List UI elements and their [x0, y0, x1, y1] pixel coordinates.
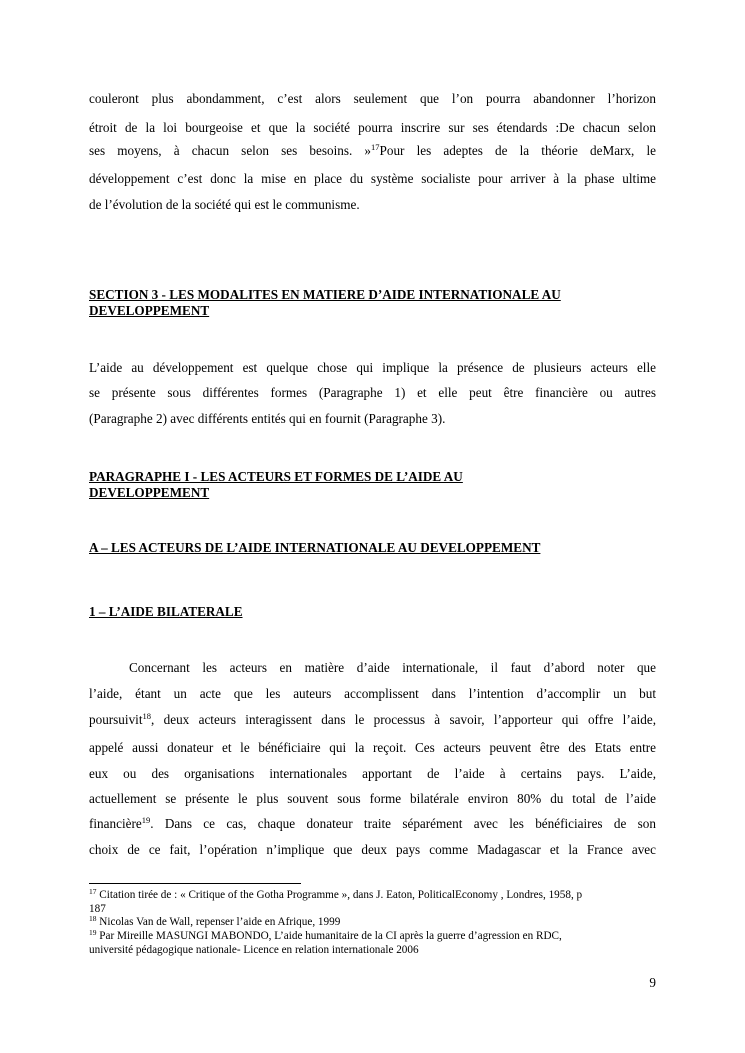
footnote-17-text: Citation tirée de : « Critique of the Gotha Programme », dans J. Eaton, PoliticalEconomy , Londres, 1958, p [96, 889, 583, 901]
section-3-line-1: L’aide au développement est quelque chose qui implique la présence de plusieurs acteurs elle [89, 360, 656, 375]
footnote-ref-19: 19 [141, 815, 151, 825]
footnote-19-continuation: université pédagogique nationale- Licence en relation internationale 2006 [89, 944, 419, 956]
bilateral-line-5: eux ou des organisations internationales apportant de l’aide à certains pays. L’aide, [89, 766, 656, 781]
intro-line-1: couleront plus abondamment, c’est alors seulement que l’on pourra abandonner l’horizon [89, 91, 656, 106]
intro-line-3 [89, 143, 656, 159]
bilateral-line-2: l’aide, étant un acte que les auteurs accomplissent dans l’intention d’accomplir un but [89, 686, 656, 701]
subsection-1-heading: 1 – L’AIDE BILATERALE [89, 604, 243, 619]
bilateral-line-7 [89, 816, 656, 832]
bilateral-line-7-text-end: . Dans ce cas, chaque donateur traite séparément avec les bénéficiaires de son [150, 816, 656, 831]
section-3-line-2: se présente sous différentes formes (Paragraphe 1) et elle peut être financière ou autres [89, 385, 656, 400]
intro-line-3-text: ses moyens, à chacun selon ses besoins. » [89, 143, 372, 158]
footnote-ref-18: 18 [142, 711, 151, 721]
paragraph-1-heading-line-2: DEVELOPPEMENT [89, 485, 210, 500]
footnote-18 [89, 916, 656, 929]
intro-line-4: développement c’est donc la mise en place du système socialiste pour arriver à la phase ultime [89, 171, 656, 186]
footnote-17 [89, 889, 656, 902]
bilateral-line-7-text: financière [89, 816, 142, 831]
page-number: 9 [649, 975, 656, 990]
intro-line-5: de l’évolution de la société qui est le communisme. [89, 197, 360, 212]
bilateral-line-3 [89, 712, 656, 728]
footnote-17-continuation: 187 [89, 903, 106, 915]
footnote-17-number: 17 [89, 887, 97, 896]
bilateral-line-3-text-end: , deux acteurs interagissent dans le processus à savoir, l’apporteur qui offre l’aide, [150, 712, 656, 727]
section-3-heading-line-1: SECTION 3 - LES MODALITES EN MATIERE D’AIDE INTERNATIONALE AU [89, 287, 561, 302]
footnote-18-text: Nicolas Van de Wall, repenser l’aide en Afrique, 1999 [96, 916, 341, 928]
section-3-line-3: (Paragraphe 2) avec différents entités qui en fournit (Paragraphe 3). [89, 411, 446, 426]
footnote-19-text: Par Mireille MASUNGI MABONDO, L’aide humanitaire de la CI après la guerre d’agression en RDC, [96, 930, 562, 942]
intro-line-3-text-end: Pour les adeptes de la théorie deMarx, le [379, 143, 656, 158]
bilateral-line-4: appelé aussi donateur et le bénéficiaire qui la reçoit. Ces acteurs peuvent être des Etats entre [89, 740, 656, 755]
footnote-19-number: 19 [89, 928, 97, 937]
bilateral-line-1: Concernant les acteurs en matière d’aide internationale, il faut d’abord noter que [129, 660, 656, 675]
footnote-19 [89, 930, 656, 943]
footnote-separator [89, 883, 301, 884]
bilateral-line-8: choix de ce fait, l’opération n’implique que deux pays comme Madagascar et la France avec [89, 842, 656, 857]
bilateral-line-3-text: poursuivit [89, 712, 143, 727]
footnote-ref-17: 17 [371, 142, 380, 152]
bilateral-line-6: actuellement se présente le plus souvent sous forme bilatérale environ 80% du total de l’aide [89, 791, 656, 806]
intro-line-2: étroit de la loi bourgeoise et que la société pourra inscrire sur ses étendards :De chacun selon [89, 120, 656, 135]
paragraph-1-heading-line-1: PARAGRAPHE I - LES ACTEURS ET FORMES DE L’AIDE AU [89, 469, 463, 484]
subsection-a-heading: A – LES ACTEURS DE L’AIDE INTERNATIONALE AU DEVELOPPEMENT [89, 540, 541, 555]
section-3-heading-line-2: DEVELOPPEMENT [89, 303, 210, 318]
footnote-18-number: 18 [89, 914, 97, 923]
